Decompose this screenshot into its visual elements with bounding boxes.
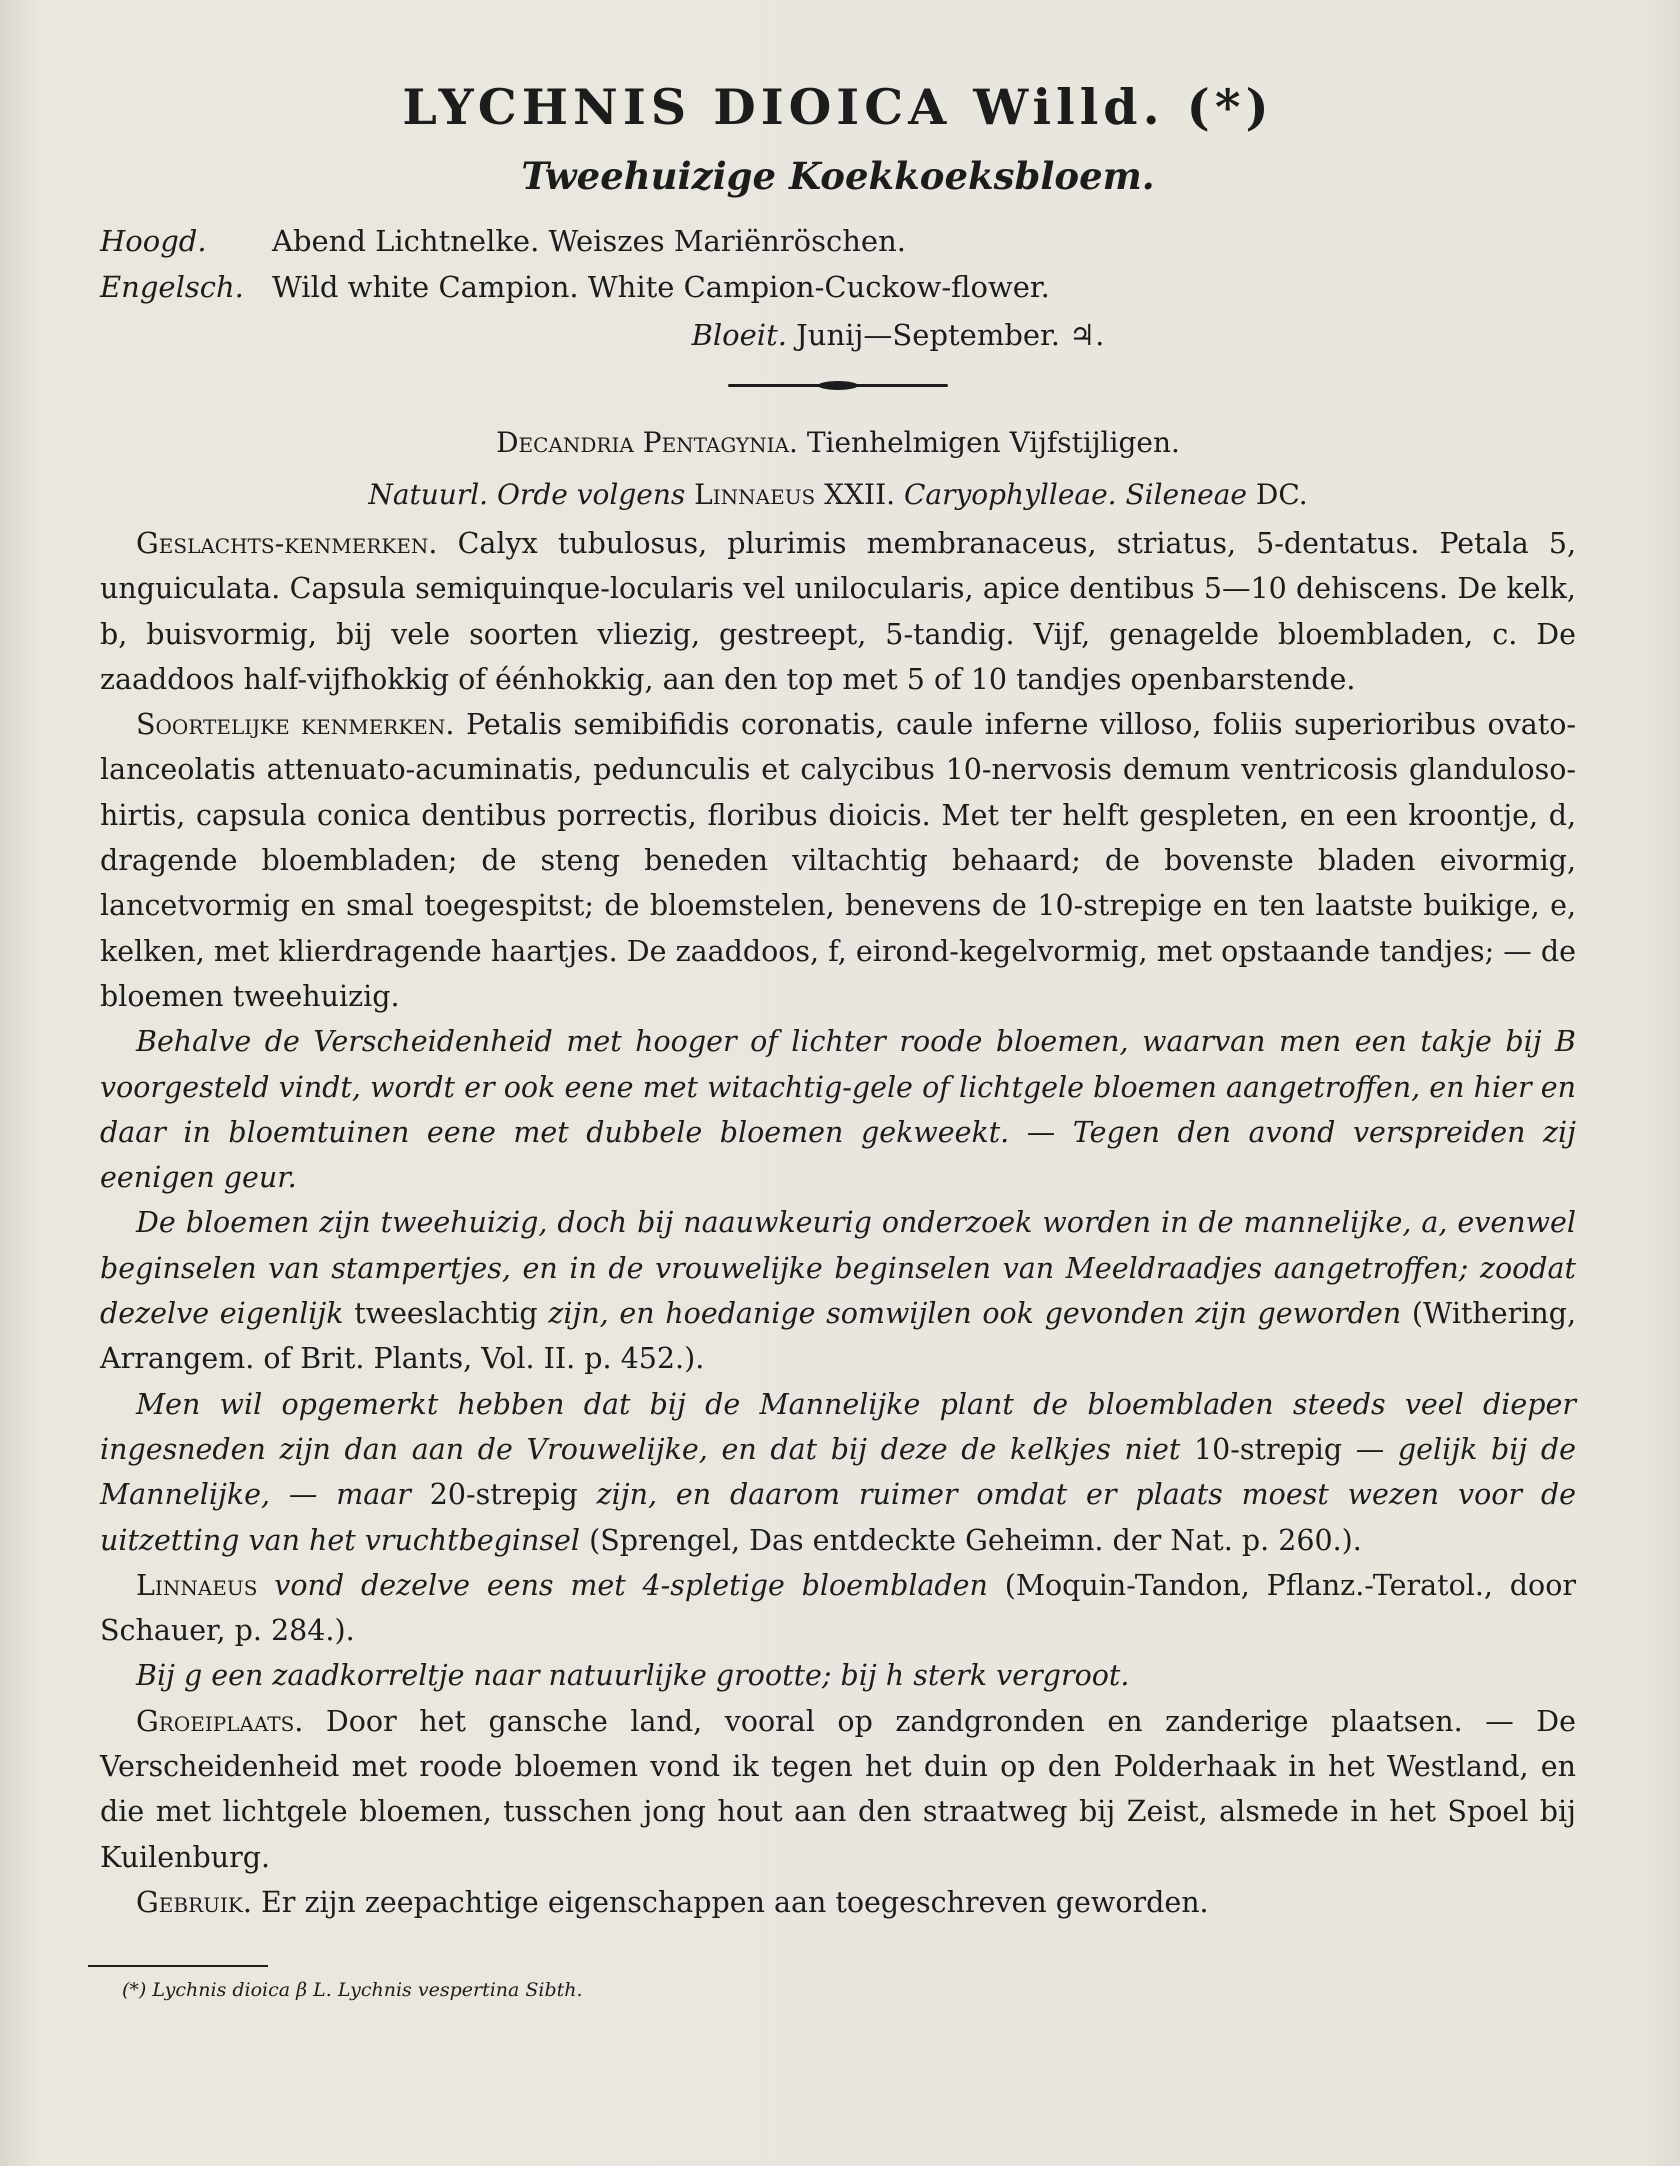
linnaeus-text: vond dezelve eens met 4-spletige bloembladen [274,1568,988,1602]
genus-text: Calyx tubulosus, plurimis membranaceus, striatus, 5-dentatus. Petala 5, unguiculata. Capsula semiquinque-locularis vel unilocularis, apice dentibus 5—10 dehiscens. De kelk, b, buisvormig, bij vele soorten vliezig, gestreept, 5-tandig. Vijf, genagelde bloembladen, c. De zaaddoos half-vijfhokkig of éénhokkig, aan den top met 5 of 10 tandjes openbarstende. [100,527,1577,696]
dioecious-text-b: tweeslachtig [354,1297,538,1331]
male-female-text-d: 20-strepig [429,1478,578,1512]
dioecious-text-a: De bloemen zijn tweehuizig, doch bij naauwkeurig onderzoek worden in de mannelijke, a, evenwel beginselen van stampertjes, en in de vrouwelijke beginselen van Meeldraadjes aangetroffen; zoodat dezelve eigenlijk [100,1206,1576,1331]
ornamental-rule [728,384,948,387]
language-label: Engelsch. [100,270,244,304]
dioecious-reference: (Withering, Arrangem. of Brit. Plants, Vol. II. p. 452.). [100,1297,1577,1376]
species-label: Soortelijke kenmerken. [136,708,455,742]
flowering-text: Junij—September. ♃. [796,318,1105,352]
page-title: LYCHNIS DIOICA Willd. (*) [402,78,1274,136]
classification-text: Tienhelmigen Vijfstijligen. [806,426,1180,459]
use-paragraph [100,1880,1576,1925]
genus-characters [100,521,1576,702]
flowering-line [220,310,1576,360]
habitat-text: Door het gansche land, vooral op zandgronden en zanderige plaatsen. — De Verscheidenheid met roode bloemen vond ik tegen het duin op den Polderhaak in het Westland, en die met lichtgele bloemen, tusschen jong hout aan den straatweg bij Zeist, alsmede in het Spoel bij Kuilenburg. [100,1704,1576,1874]
flowering-label: Bloeit. [691,318,787,352]
footnote: (*) Lychnis dioica β L. Lychnis vespertina Sibth. [122,1979,583,2002]
male-female-text-b: 10-strepig [1194,1432,1343,1466]
use-text: Er zijn zeepachtige eigenschappen aan toegeschreven geworden. [260,1885,1209,1919]
linnaeus-name: Linnaeus [136,1568,258,1602]
dioecious-paragraph [100,1200,1576,1381]
dioecious-text-c: zijn, en hoedanige somwijlen ook gevonden zijn geworden [548,1297,1402,1331]
seed-paragraph: Bij g een zaadkorreltje naar natuurlijke grootte; bij h sterk vergroot. [136,1659,1130,1693]
language-label: Hoogd. [100,224,207,258]
male-female-text-a: Men wil opgemerkt hebben dat bij de Mannelijke plant de bloembladen steeds veel dieper ingesneden zijn dan aan de Vrouwelijke, en dat bij deze de kelkjes niet [100,1387,1576,1466]
classification-line [100,417,1576,469]
footnote-rule [88,1965,268,1967]
page-subtitle: Tweehuizige Koekkoeksbloem. [521,154,1155,198]
order-text: Caryophylleae. Sileneae [903,478,1247,511]
order-suffix: DC. [1255,478,1308,511]
linnaeus-reference: (Moquin-Tandon, Pflanz.-Teratol., door Schauer, p. 284.). [100,1568,1576,1648]
name-text: Abend Lichtnelke. Weiszes Mariënröschen. [272,224,906,258]
classification-label: Decandria Pentagynia. [496,426,798,459]
male-female-reference: (Sprengel, Das entdeckte Geheimn. der Nat. p. 260.). [589,1523,1362,1557]
order-prefix: Natuurl. Orde volgens [368,478,686,511]
male-female-text-e: zijn, en daarom ruimer omdat er plaats moest wezen voor de uitzetting van het vruchtbeginsel [100,1478,1577,1557]
name-row-engelsch [100,264,1576,310]
linnaeus-paragraph [100,1563,1576,1654]
name-row-hoogd [100,218,1576,264]
genus-label: Geslachts-kenmerken. [136,527,438,560]
common-names [100,218,1576,310]
species-characters [100,702,1576,1019]
male-female-paragraph [100,1382,1576,1563]
species-text: Petalis semibifidis coronatis, caule inferne villoso, foliis superioribus ovato-lanceolatis attenuato-acuminatis, pedunculis et calycibus 10-nervosis demum ventricosis glanduloso-hirtis, capsula conica dentibus porrectis, floribus dioicis. Met ter helft gespleten, en een kroontje, d, dragende bloembladen; de steng beneden viltachtig behaard; de bovenste bladen eivormig, lancetvormig en smal toegespitst; de bloemstelen, benevens de 10-strepige en ten laatste buikige, e, kelken, met klierdragende haartjes. De zaaddoos, f, eirond-kegelvormig, met opstaande tandjes; — de bloemen tweehuizig. [100,708,1576,1013]
use-label: Gebruik. [136,1885,252,1919]
varieties-paragraph: Behalve de Verscheidenheid met hooger of lichter roode bloemen, waarvan men een takje bij B voorgesteld vindt, wordt er ook eene met witachtig-gele of lichtgele bloemen aangetroffen, en hier en daar in bloemtuinen eene met dubbele bloemen gekweekt. — Tegen den avond verspreiden zij eenigen geur. [100,1025,1576,1195]
male-female-text-c: — gelijk bij de Mannelijke, — maar [100,1432,1576,1512]
habitat-paragraph [100,1699,1576,1880]
order-author: Linnaeus XXII. [694,478,896,511]
habitat-label: Groeiplaats. [136,1704,304,1738]
name-text: Wild white Campion. White Campion-Cuckow-flower. [272,270,1050,304]
order-line [100,469,1576,521]
